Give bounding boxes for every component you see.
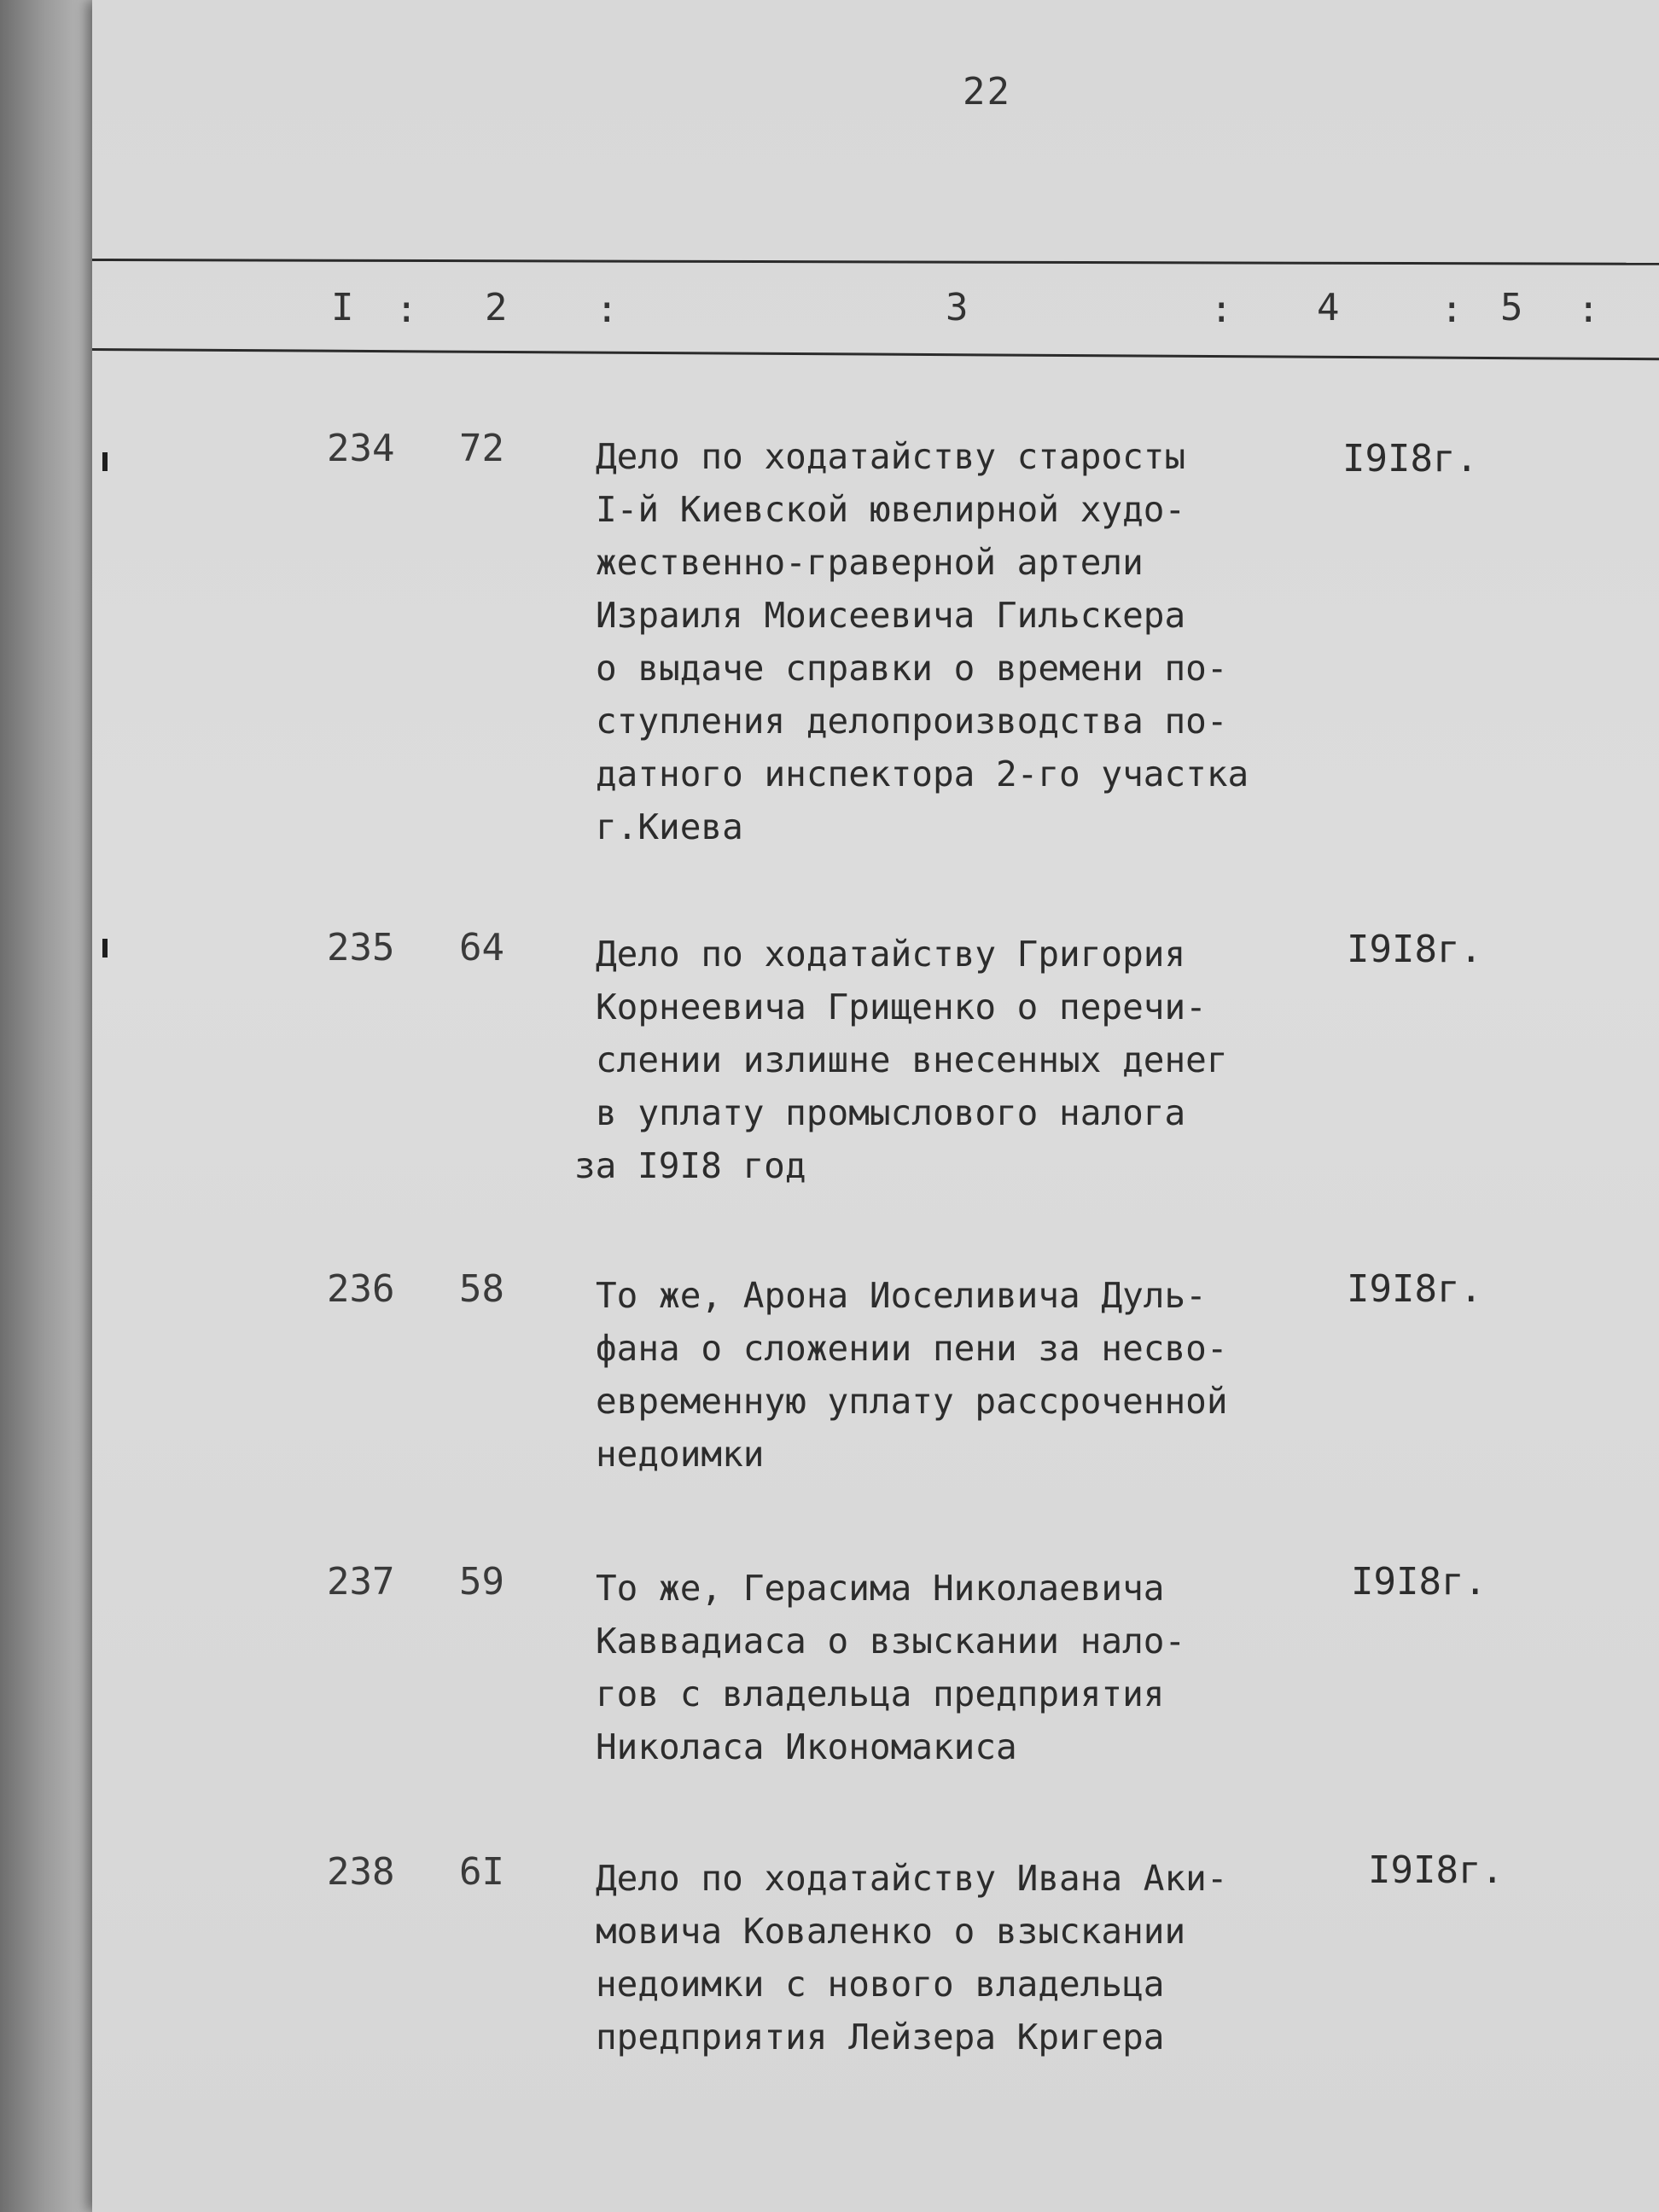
entry-year: I9I8г. [1347,1267,1482,1311]
entry-description [596,430,1330,853]
description-line: То же, Герасима Николаевича [596,1568,1165,1609]
entry-description [596,1562,1330,1773]
description-line: гов с владельца предприятия [596,1674,1165,1714]
entry-number: 235 [327,926,395,969]
description-line: в уплату промыслового налога [596,1092,1186,1133]
description-line: Израиля Моисеевича Гильскера [596,595,1186,636]
description-line: То же, Арона Иоселивича Дуль- [596,1275,1207,1316]
column-3-number: 3 [946,286,969,329]
description-line: Дело по ходатайству Григория [596,934,1186,975]
entry-description [596,1269,1330,1481]
entry-number: 238 [327,1850,395,1894]
entry-year: I9I8г. [1347,928,1482,971]
column-separator: : [1441,288,1464,331]
description-line: г.Киева [596,806,743,847]
table-header-bottom-rule [92,348,1659,360]
description-line: предприятия Лейзера Кригера [596,2017,1165,2058]
sheet-count: 6I [459,1850,504,1894]
sheet-count: 64 [459,926,504,969]
column-separator: : [1577,288,1600,331]
column-separator: : [1210,288,1233,331]
description-line: недоимки с нового владельца [596,1964,1165,2005]
entry-description [574,928,1330,1192]
description-line: Николаса Икономакиса [596,1726,1017,1767]
description-line: слении излишне внесенных денег [596,1039,1228,1080]
description-line: недоимки [596,1434,765,1475]
description-line: ступления делопроизводства по- [596,701,1228,742]
table-header-top-rule [92,259,1659,265]
description-line: фана о сложении пени за несво- [596,1328,1228,1369]
entry-year: I9I8г. [1351,1560,1487,1604]
binding-mark [102,452,108,471]
column-2-number: 2 [485,286,508,329]
entry-number: 234 [327,427,395,470]
description-line: Дело по ходатайству старосты [596,436,1186,477]
entry-number: 237 [327,1560,395,1604]
description-line: евременную уплату рассроченной [596,1381,1228,1422]
document-page [92,0,1659,2212]
entry-description [596,1852,1330,2064]
column-4-number: 4 [1317,286,1340,329]
column-1-number: I [331,286,354,329]
description-line: мовича Коваленко о взыскании [596,1911,1186,1952]
entry-number: 236 [327,1267,395,1311]
entry-year: I9I8г. [1368,1848,1504,1892]
description-line: Дело по ходатайству Ивана Аки- [596,1858,1228,1899]
sheet-count: 72 [459,427,504,470]
description-line: Корнеевича Грищенко о перечи- [596,987,1207,1027]
column-separator: : [596,288,619,331]
sheet-count: 58 [459,1267,504,1311]
description-line: за I9I8 год [574,1145,806,1186]
description-line: I-й Киевской ювелирной худо- [596,489,1186,530]
description-line: о выдаче справки о времени по- [596,648,1228,689]
column-separator: : [395,288,418,331]
entry-year: I9I8г. [1342,437,1478,480]
page-number: 22 [963,70,1011,114]
description-line: датного инспектора 2-го участка [596,754,1249,795]
description-line: Каввадиаса о взыскании нало- [596,1621,1186,1662]
binding-mark [102,939,108,958]
sheet-count: 59 [459,1560,504,1604]
column-5-number: 5 [1500,286,1523,329]
description-line: жественно-граверной артели [596,542,1144,583]
